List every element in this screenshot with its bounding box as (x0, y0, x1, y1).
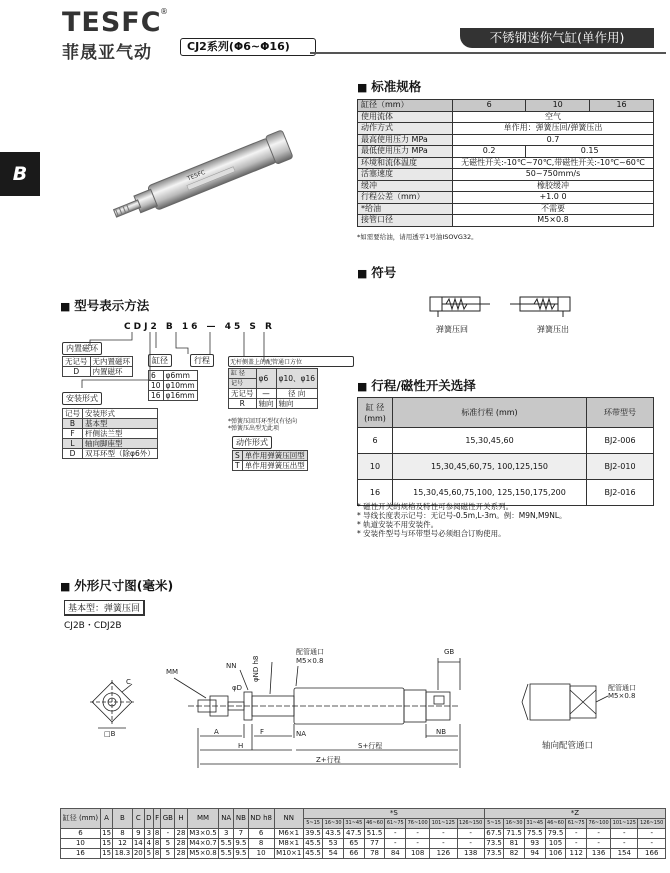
dim-cell: 5 (161, 849, 175, 859)
port-title: 无杆侧盖上的配管通口方位 (228, 356, 354, 367)
spec-label: 活塞速度 (358, 169, 453, 181)
spec-value: 0.15 (526, 146, 654, 158)
code-b: B (165, 322, 176, 332)
switch-stroke: 15,30,45,60 (393, 428, 587, 454)
mag-desc: 无内置磁环 (90, 357, 133, 367)
label-mm: MM (166, 668, 179, 676)
dim-head: 缸径 (mm) (61, 809, 101, 829)
dim-cell: 77 (364, 839, 385, 849)
switch-note: * 轨道安装不用安装件。 (357, 520, 439, 529)
port-val: 轴向 (256, 399, 276, 409)
port-head: φ10、φ16 (276, 369, 317, 389)
dim-cell: 73.5 (486, 839, 502, 847)
port-val: 径 向 (276, 389, 317, 399)
label-s: S+行程 (358, 742, 383, 750)
model-code (60, 318, 350, 478)
outline-subtitle: 基本型：弹簧压回 (64, 600, 145, 616)
spec-label: 行程公差（mm） (358, 192, 453, 204)
dim-cell: 15 (102, 829, 112, 837)
dim-sub: 46~60 (364, 819, 385, 829)
series-title: CJ2系列(Φ6~Φ16) (180, 38, 316, 56)
dim-cell: - (406, 829, 430, 839)
switch-bore: 16 (358, 480, 393, 506)
symbol-diagrams (420, 290, 590, 320)
action-title: 动作形式 (232, 436, 272, 449)
dim-head: D (145, 809, 154, 829)
bore-code: 16 (149, 391, 164, 401)
spec-head-label: 缸径（mm） (358, 100, 453, 112)
symbol-label-extend: 弹簧压出 (537, 325, 569, 334)
dim-cell: - (430, 829, 457, 839)
dim-cell: - (587, 829, 611, 839)
dim-sub: 5~15 (484, 819, 503, 829)
switch-note: * 磁性开关的规格及特性可参阅磁性开关系列。 (357, 502, 514, 511)
dim-cell: 105 (545, 839, 566, 849)
dim-cell: 28 (176, 849, 186, 857)
outline-title: ■ 外形尺寸图(毫米) (60, 576, 173, 594)
label-gb: GB (444, 648, 455, 656)
dim-cell: - (566, 829, 587, 839)
spec-label: 缓冲 (358, 180, 453, 192)
mag-code: 无记号 (63, 357, 91, 367)
switch-notes (357, 502, 567, 538)
dim-cell: 75.5 (524, 829, 545, 839)
dim-cell: 51.5 (364, 829, 385, 839)
dim-cell: M8×1 (274, 839, 303, 849)
dim-cell: 5.5 (220, 849, 232, 857)
dim-cell: 67.5 (486, 829, 502, 837)
spec-value: 0.2 (453, 146, 526, 158)
port-head: φ6 (256, 369, 276, 389)
switch-head: 缸 径 (mm) (358, 398, 393, 428)
dim-cell: 5 (145, 849, 154, 859)
dim-cell: 10 (61, 839, 101, 849)
side-tab: B (0, 152, 40, 196)
registered-mark: ® (160, 7, 168, 16)
switch-note: * 安装件型号与环带型号必须组合订购使用。 (357, 529, 506, 538)
dim-cell: 138 (457, 849, 484, 859)
dim-cell: 8 (154, 829, 160, 837)
dim-cell: 84 (385, 849, 406, 859)
port-note-2: *弹簧压出型无此项 (228, 425, 280, 432)
outline-models: CJ2B・CDJ2B (64, 621, 122, 631)
install-desc: 杆侧法兰型 (83, 429, 158, 439)
label-na: NA (296, 730, 307, 738)
dim-sub: 31~45 (343, 819, 364, 829)
port-note-1: *弹簧压回耳环型仅有径向 (228, 418, 298, 425)
product-label: TESFC (186, 168, 207, 183)
dim-head: MM (187, 809, 219, 829)
dim-cell: 8 (154, 839, 160, 847)
code-2: 2 (150, 322, 160, 332)
dim-cell: - (611, 839, 638, 849)
dim-cell: 15 (102, 849, 112, 857)
spec-head-6: 6 (453, 100, 526, 112)
spec-value: 空气 (453, 111, 654, 123)
code-c: C (124, 322, 134, 332)
action-table (232, 450, 308, 471)
dim-cell: 106 (545, 849, 566, 859)
install-table (62, 408, 158, 459)
spec-label: 最高使用压力 MPa (358, 134, 453, 146)
dim-row-16 (61, 849, 666, 859)
dim-cell: M10×1 (274, 849, 303, 859)
label-a: A (214, 728, 219, 736)
dim-head: NN (274, 809, 303, 829)
bore-code: 6 (149, 371, 164, 381)
outline-drawing (60, 640, 660, 775)
action-desc: 单作用弹簧压回型 (242, 451, 307, 461)
dim-cell: 5.5 (220, 839, 232, 847)
label-h: H (238, 742, 244, 750)
install-code: F (63, 429, 83, 439)
dim-cell: 14 (133, 839, 143, 847)
label-axial-m5: M5×0.8 (608, 692, 636, 700)
code-dash: — (206, 322, 219, 332)
dim-cell: - (385, 839, 406, 849)
dim-cell: 9.5 (235, 839, 247, 847)
code-45: 45 (224, 322, 244, 332)
spec-head-10: 10 (526, 100, 590, 112)
spec-value: +1.0 0 (453, 192, 654, 204)
label-phid: φD (232, 684, 243, 692)
spec-value: 不需要 (453, 203, 654, 215)
dim-cell: 16 (61, 849, 101, 859)
dim-cell: 45.5 (305, 849, 321, 857)
port-code: R (229, 399, 257, 409)
dim-cell: 93 (524, 839, 545, 849)
label-c: C (126, 678, 131, 686)
switch-head: 标准行程 (mm) (393, 398, 587, 428)
dim-cell: 5 (161, 839, 175, 849)
dimension-table (60, 808, 666, 859)
dim-cell: 166 (638, 849, 666, 859)
dim-cell: 8 (154, 849, 160, 857)
label-phind: φND h8 (252, 655, 260, 682)
switch-title: ■ 行程/磁性开关选择 (357, 376, 476, 394)
spec-value: 橡胶缓冲 (453, 180, 654, 192)
switch-bore: 6 (358, 428, 393, 454)
label-axial-port: 配管通口 (608, 684, 636, 692)
install-code: 记号 (63, 409, 83, 419)
dim-cell: 10 (248, 849, 274, 859)
dim-sub: 61~75 (385, 819, 406, 829)
switch-band: BJ2-010 (587, 454, 654, 480)
dim-sub: 16~30 (504, 819, 525, 829)
install-desc: 安装形式 (83, 409, 158, 419)
dim-cell: 78 (364, 849, 385, 859)
switch-table (357, 397, 654, 506)
dim-head-z: *Z (484, 809, 665, 819)
dim-cell: 66 (343, 849, 364, 859)
install-code: L (63, 439, 83, 449)
dim-cell: - (587, 839, 611, 849)
dim-cell: M5×0.8 (187, 849, 219, 859)
action-code: T (233, 461, 243, 471)
dim-cell: 81 (504, 839, 525, 849)
dim-cell: 18.3 (114, 849, 131, 857)
dim-cell: 6 (61, 829, 101, 839)
dim-cell: - (638, 829, 666, 839)
spec-label: 动作方式 (358, 123, 453, 135)
dim-cell: - (457, 829, 484, 839)
port-sub: 记号 (229, 379, 257, 389)
dim-cell: 6 (248, 829, 274, 839)
dim-cell: 3 (145, 829, 154, 839)
code-16: 16 (181, 322, 201, 332)
port-head: 缸 径 (229, 369, 257, 379)
spec-value: 单作用：弹簧压回/弹簧压出 (453, 123, 654, 135)
install-code: D (63, 449, 83, 459)
mag-table (62, 356, 133, 377)
port-val: — (256, 389, 276, 399)
spec-table (357, 99, 654, 227)
brand-logo-cn: 菲晟亚气动 (62, 43, 152, 63)
dim-cell: 4 (145, 839, 154, 849)
dim-cell: 15 (102, 839, 112, 847)
spec-label: 使用流体 (358, 111, 453, 123)
dim-cell: 71.5 (504, 829, 525, 839)
dim-cell: 7 (234, 829, 249, 839)
dim-sub: 31~45 (524, 819, 545, 829)
switch-stroke: 15,30,45,60,75, 100,125,150 (393, 454, 587, 480)
model-title: ■ 型号表示方法 (60, 296, 149, 314)
switch-head: 环带型号 (587, 398, 654, 428)
symbol-label-return: 弹簧压回 (436, 325, 468, 334)
dim-cell: 82 (504, 849, 525, 859)
switch-note: * 导线长度表示记号：无记号-0.5m,L-3m。例：M9N,M9NL。 (357, 511, 567, 520)
spec-value: 无磁性开关:-10℃~70℃,带磁性开关:-10℃~60℃ (453, 157, 654, 169)
install-code: B (63, 419, 83, 429)
bore-desc: φ6mm (163, 371, 197, 381)
install-desc: 双耳环型（除φ6外） (83, 449, 158, 459)
dim-cell: 28 (176, 829, 186, 837)
bore-title: 缸径 (148, 354, 172, 367)
dim-cell: - (406, 839, 430, 849)
dim-head: C (132, 809, 144, 829)
spec-value: 0.7 (453, 134, 654, 146)
dim-cell: 73.5 (486, 849, 502, 857)
dim-cell: 20 (133, 849, 143, 857)
switch-bore: 10 (358, 454, 393, 480)
label-nn: NN (226, 662, 237, 670)
label-z: Z+行程 (316, 756, 341, 764)
dim-sub: 101~125 (430, 819, 457, 829)
dim-head: H (175, 809, 187, 829)
bore-table (148, 370, 198, 401)
product-photo (100, 128, 300, 223)
dim-sub: 5~15 (303, 819, 322, 829)
dim-head: NA (219, 809, 234, 829)
install-desc: 基本型 (83, 419, 158, 429)
dim-cell: 28 (176, 839, 186, 847)
label-b: □B (104, 730, 116, 738)
dim-head-s: *S (303, 809, 484, 819)
dim-cell: 8 (248, 839, 274, 849)
dim-cell: 47.5 (343, 829, 364, 839)
label-axial: 轴向配管通口 (542, 741, 594, 751)
install-title: 安装形式 (62, 392, 102, 405)
code-s: S (249, 322, 259, 332)
spec-label: 接管口径 (358, 215, 453, 227)
dim-cell: 126 (430, 849, 457, 859)
spec-label: 最低使用压力 MPa (358, 146, 453, 158)
label-m5: M5×0.8 (296, 657, 324, 665)
dim-cell: 3 (219, 829, 234, 839)
dim-cell: 53 (323, 839, 344, 849)
spec-label: *给油 (358, 203, 453, 215)
dim-cell: 136 (587, 849, 611, 859)
dim-cell: 108 (406, 849, 430, 859)
dim-cell: 8 (113, 829, 132, 839)
dim-cell: 45.5 (305, 839, 321, 847)
code-j: J (144, 322, 151, 332)
spec-head-16: 16 (590, 100, 654, 112)
code-r: R (264, 322, 275, 332)
dim-cell: M4×0.7 (187, 839, 219, 849)
dim-cell: M6×1 (274, 829, 303, 839)
spec-note: *如需要给油，请用透平1号油ISOVG32。 (357, 233, 478, 241)
dim-head: ND h8 (248, 809, 274, 829)
port-table (228, 368, 318, 409)
label-nb: NB (436, 728, 447, 736)
dim-row-6 (61, 829, 666, 839)
dim-sub: 46~60 (545, 819, 566, 829)
dim-sub: 76~100 (587, 819, 611, 829)
code-d: D (133, 322, 145, 332)
dim-cell: 79.5 (545, 829, 566, 839)
dim-cell: - (638, 839, 666, 849)
dim-sub: 16~30 (323, 819, 344, 829)
mag-desc: 内置磁环 (90, 367, 133, 377)
dim-cell: 12 (113, 839, 132, 849)
port-val: 轴向 (276, 399, 317, 409)
label-port: 配管通口 (296, 648, 324, 656)
dim-head: F (153, 809, 161, 829)
category-tab: 不锈钢迷你气缸(单作用) (460, 28, 654, 48)
dim-row-10 (61, 839, 666, 849)
dim-head: NB (234, 809, 249, 829)
switch-stroke: 15,30,45,60,75,100, 125,150,175,200 (393, 480, 587, 506)
dim-cell: - (385, 829, 406, 839)
dim-cell: 65 (343, 839, 364, 849)
dim-cell: 94 (524, 849, 545, 859)
spec-title: ■ 标准规格 (357, 77, 421, 95)
spec-label: 环境和流体温度 (358, 157, 453, 169)
brand-logo-en: TESFC (62, 7, 162, 38)
dim-cell: - (566, 839, 587, 849)
bore-desc: φ16mm (163, 391, 197, 401)
header-rule (310, 52, 666, 54)
dim-sub: 101~125 (611, 819, 638, 829)
dim-cell: M3×0.5 (187, 829, 219, 839)
dim-cell: 9 (132, 829, 144, 839)
dim-cell: - (611, 829, 638, 839)
dim-cell: 9.5 (235, 849, 247, 857)
dim-head: A (100, 809, 112, 829)
dim-sub: 76~100 (406, 819, 430, 829)
mag-title: 内置磁环 (62, 342, 102, 355)
switch-band: BJ2-006 (587, 428, 654, 454)
install-desc: 轴向脚座型 (83, 439, 158, 449)
spec-value: M5×0.8 (453, 215, 654, 227)
dim-cell: - (430, 839, 457, 849)
spec-value: 50~750mm/s (453, 169, 654, 181)
dim-cell: 154 (611, 849, 638, 859)
symbol-title: ■ 符号 (357, 263, 396, 281)
stroke-title: 行程 (190, 354, 214, 367)
action-code: S (233, 451, 243, 461)
dim-head: GB (161, 809, 175, 829)
action-desc: 单作用弹簧压出型 (242, 461, 307, 471)
mag-code: D (63, 367, 91, 377)
dim-cell: 54 (323, 849, 344, 859)
dim-sub: 126~150 (457, 819, 484, 829)
port-code: 无记号 (229, 389, 257, 399)
switch-band: BJ2-016 (587, 480, 654, 506)
dim-cell: 112 (566, 849, 587, 859)
dim-sub: 126~150 (638, 819, 666, 829)
dim-cell: - (161, 829, 175, 839)
dim-head: B (113, 809, 132, 829)
bore-code: 10 (149, 381, 164, 391)
bore-desc: φ10mm (163, 381, 197, 391)
dim-sub: 61~75 (566, 819, 587, 829)
dim-cell: 43.5 (323, 829, 344, 839)
dim-cell: 39.5 (305, 829, 321, 837)
label-f: F (260, 728, 265, 736)
dim-cell: - (457, 839, 484, 849)
